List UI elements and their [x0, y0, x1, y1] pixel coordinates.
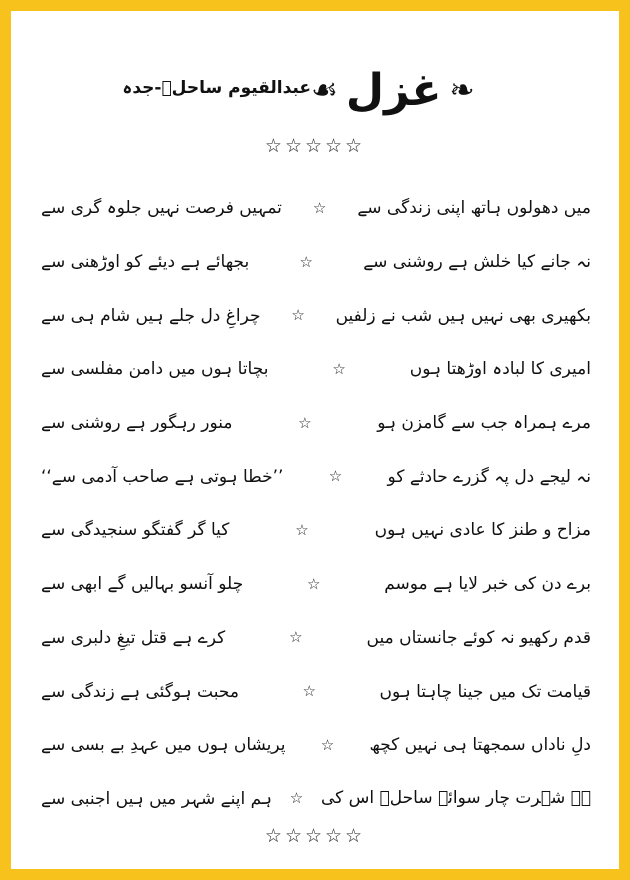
verse-second-line: بجھائے ہے دیئے کو اوڑھنی سے [41, 252, 250, 273]
verse-first-line: برے دن کی خبر لایا ہے موسم [384, 574, 591, 595]
verse-first-line: ہے شہرت چار سوائے ساحلؔ اس کی [321, 788, 591, 809]
star-separator-icon: ☆ [312, 198, 327, 217]
verse-row [41, 342, 591, 396]
left-ornament-icon: ☙ [311, 73, 338, 108]
star-separator-icon: ☆ [332, 359, 346, 378]
verse-second-line: کیا گر گفتگو سنجیدگی سے [41, 520, 230, 541]
verse-second-line: بچاتا ہوں میں دامن مفلسی سے [41, 359, 269, 380]
verse-list [41, 181, 591, 825]
poet-name: عبدالقیوم ساحلؔ-جدہ [122, 78, 311, 98]
verse-row [41, 288, 591, 342]
verse-row [41, 181, 591, 235]
verse-row [41, 772, 591, 826]
verse-row [41, 664, 591, 718]
verse-first-line: مرے ہمراہ جب سے گامزن ہو [377, 413, 591, 434]
verse-first-line: میں دھولوں ہاتھ اپنی زندگی سے [357, 198, 591, 219]
star-separator-icon: ☆ [320, 735, 335, 754]
right-ornament-icon: ❧ [449, 73, 475, 108]
verse-second-line: چراغِ دل جلے ہیں شام ہی سے [41, 305, 261, 326]
verse-second-line: کرے ہے قتل تیغِ دلبری سے [41, 627, 226, 648]
star-separator-icon: ☆ [306, 574, 321, 593]
verse-first-line: نہ جانے کیا خلش ہے روشنی سے [363, 252, 591, 273]
verse-second-line: پریشاں ہوں میں عہدِ بے بسی سے [41, 735, 286, 756]
verse-second-line: محبت ہوگئی ہے زندگی سے [41, 681, 239, 702]
verse-row [41, 557, 591, 611]
verse-first-line: قدم رکھیو نہ کوئے جانستاں میں [366, 627, 591, 648]
verse-first-line: قیامت تک میں جینا چاہتا ہوں [379, 681, 591, 702]
verse-row [41, 396, 591, 450]
verse-first-line: امیری کا لبادہ اوڑھتا ہوں [409, 359, 591, 380]
verse-first-line: بکھیری بھی نہیں ہیں شب نے زلفیں [335, 305, 591, 326]
verse-second-line: منور رہگور ہے روشنی سے [41, 413, 233, 434]
verse-row [41, 449, 591, 503]
verse-row [41, 503, 591, 557]
star-separator-icon: ☆ [302, 682, 316, 701]
top-star-row: ☆☆☆☆☆ [264, 135, 366, 157]
verse-second-line: چلو آنسو بہالیں گے ابھی سے [41, 574, 244, 595]
star-separator-icon: ☆ [291, 306, 305, 325]
star-separator-icon: ☆ [295, 520, 309, 539]
verse-row [41, 611, 591, 665]
title-group [311, 51, 475, 131]
verse-row [41, 235, 591, 289]
verse-row [41, 718, 591, 772]
verse-first-line: نہ لیجے دل پہ گزرے حادثے کو [387, 466, 591, 487]
poem-header [11, 51, 619, 131]
verse-first-line: دلِ ناداں سمجھتا ہی نہیں کچھ [369, 735, 591, 756]
bottom-star-row: ☆☆☆☆☆ [264, 825, 366, 847]
verse-second-line: ’’خطا ہوتی ہے صاحب آدمی سے‘‘ [41, 466, 284, 487]
verse-first-line: مزاح و طنز کا عادی نہیں ہوں [374, 520, 591, 541]
verse-second-line: تمہیں فرصت نہیں جلوہ گری سے [41, 198, 282, 219]
star-separator-icon: ☆ [328, 467, 343, 486]
poem-title: غزل [345, 65, 442, 116]
verse-second-line: ہم اپنے شہر میں ہیں اجنبی سے [41, 788, 272, 809]
star-separator-icon: ☆ [289, 628, 303, 647]
star-separator-icon: ☆ [299, 252, 313, 271]
star-separator-icon: ☆ [298, 413, 312, 432]
star-separator-icon: ☆ [289, 789, 304, 808]
